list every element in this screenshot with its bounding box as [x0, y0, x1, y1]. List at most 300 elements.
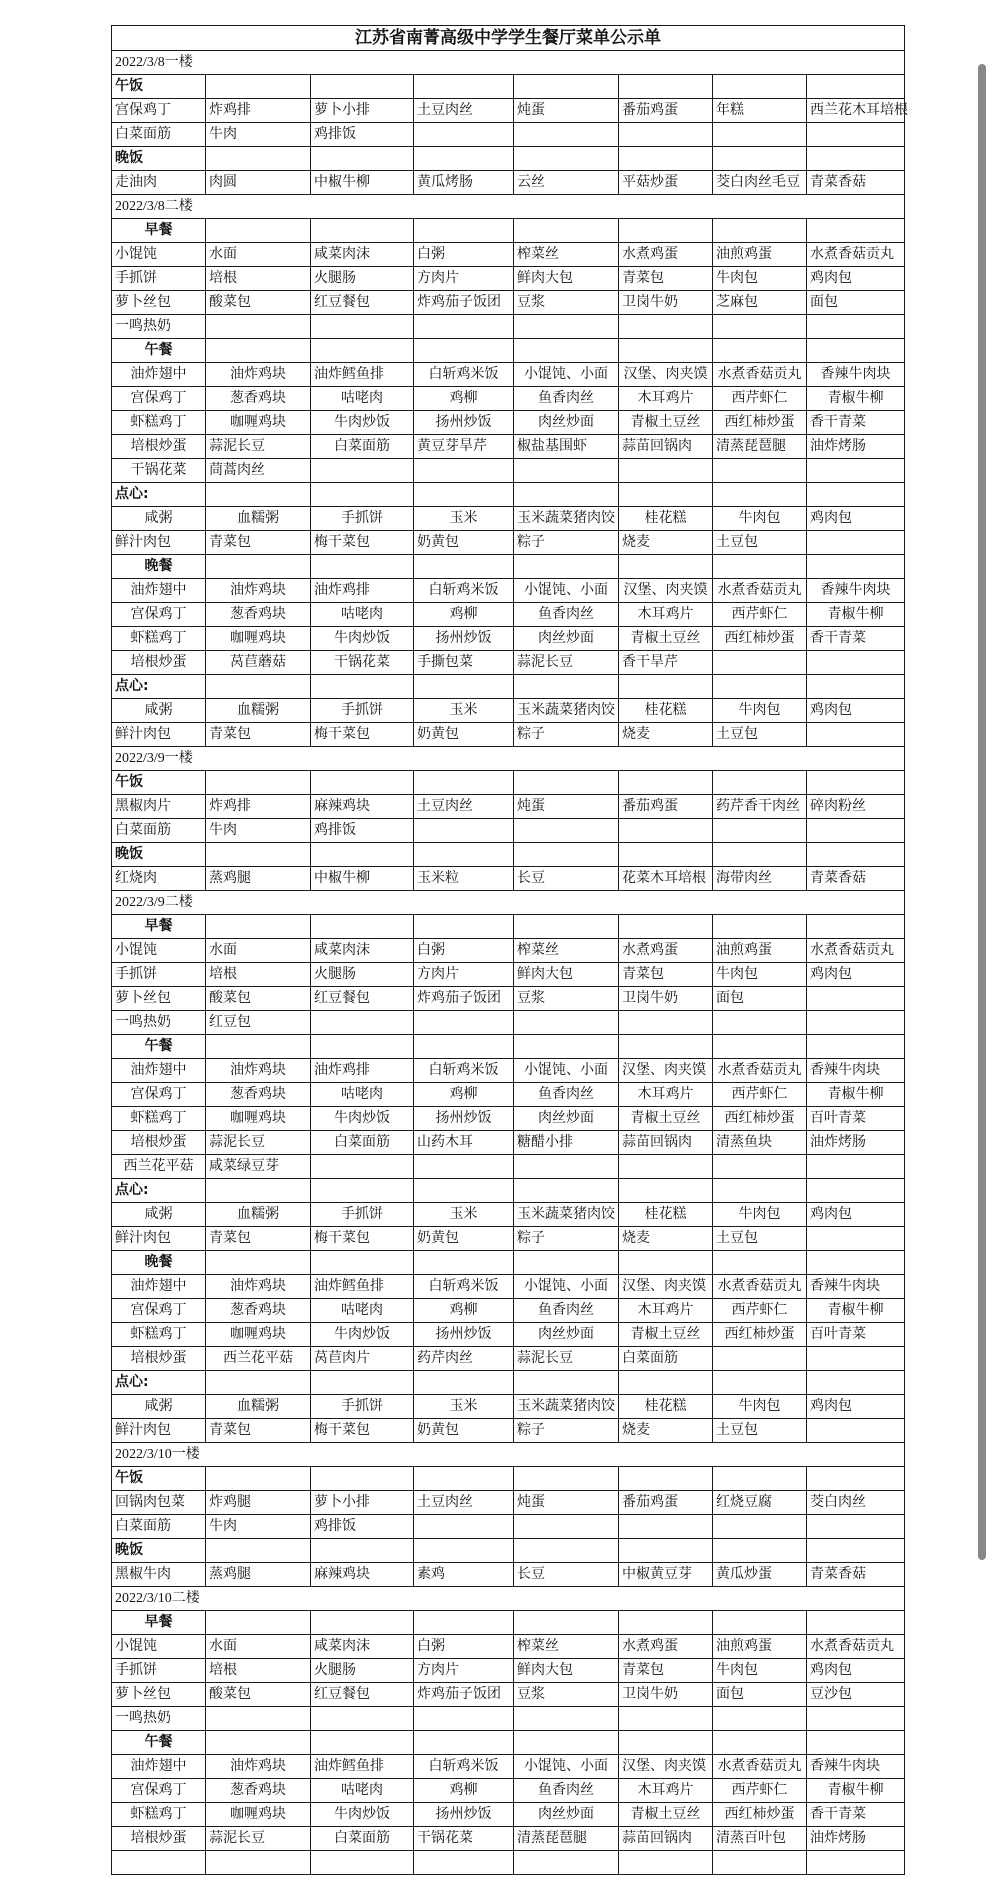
- menu-row: [112, 171, 905, 195]
- empty-cell: [311, 675, 414, 699]
- meal-label: 晚餐: [112, 555, 206, 579]
- meal-label: 早餐: [112, 1611, 206, 1635]
- dish-cell: 油炸鸡排: [311, 1059, 414, 1083]
- empty-cell: [514, 843, 619, 867]
- empty-cell: [206, 483, 311, 507]
- dish-cell: 香辣牛肉块: [807, 1275, 905, 1299]
- empty-cell: [311, 1467, 414, 1491]
- meal-header-row: [112, 1611, 905, 1635]
- dish-cell: 木耳鸡片: [619, 387, 713, 411]
- empty-cell: [206, 147, 311, 171]
- dish-cell: 西红柿炒蛋: [713, 1323, 807, 1347]
- dish-cell: 汉堡、肉夹馍: [619, 1275, 713, 1299]
- empty-cell: [514, 1251, 619, 1275]
- dish-cell: 玉米粒: [414, 867, 514, 891]
- dish-cell: 萝卜丝包: [112, 291, 206, 315]
- dish-cell: 鸡柳: [414, 387, 514, 411]
- meal-header-row: [112, 1731, 905, 1755]
- dish-cell: 手抓饼: [311, 1395, 414, 1419]
- dish-cell: 玉米: [414, 507, 514, 531]
- dish-cell: 油炸翅中: [112, 579, 206, 603]
- dish-cell: 油炸鸡块: [206, 1275, 311, 1299]
- dish-cell: [619, 1515, 713, 1539]
- dish-cell: [713, 1851, 807, 1875]
- dish-cell: 白粥: [414, 939, 514, 963]
- dish-cell: 玉米蔬菜猪肉饺: [514, 1203, 619, 1227]
- empty-cell: [514, 555, 619, 579]
- dish-cell: 清蒸鱼块: [713, 1131, 807, 1155]
- menu-row: [112, 507, 905, 531]
- dish-cell: 药芹香干肉丝: [713, 795, 807, 819]
- empty-cell: [414, 1539, 514, 1563]
- dish-cell: 红烧豆腐: [713, 1491, 807, 1515]
- dish-cell: 鲜汁肉包: [112, 1419, 206, 1443]
- dish-cell: 虾糕鸡丁: [112, 1323, 206, 1347]
- menu-row: [112, 1395, 905, 1419]
- dish-cell: 方肉片: [414, 1659, 514, 1683]
- empty-cell: [807, 75, 905, 99]
- empty-cell: [514, 483, 619, 507]
- dish-cell: 炸鸡排: [206, 99, 311, 123]
- dish-cell: 油炸翅中: [112, 1059, 206, 1083]
- dish-cell: 手抓饼: [311, 699, 414, 723]
- empty-cell: [807, 1539, 905, 1563]
- dish-cell: [807, 1155, 905, 1179]
- menu-row: [112, 819, 905, 843]
- dish-cell: 香干旱芹: [619, 651, 713, 675]
- section-date: 2022/3/10一楼: [112, 1443, 905, 1467]
- dish-cell: 咕咾肉: [311, 603, 414, 627]
- dish-cell: [514, 1851, 619, 1875]
- empty-cell: [713, 1251, 807, 1275]
- dish-cell: 烧麦: [619, 1227, 713, 1251]
- menu-row: [112, 1059, 905, 1083]
- dish-cell: 虾糕鸡丁: [112, 411, 206, 435]
- dish-cell: 面包: [807, 291, 905, 315]
- empty-cell: [619, 1467, 713, 1491]
- dish-cell: 咖喱鸡块: [206, 1803, 311, 1827]
- dish-cell: 小馄饨: [112, 243, 206, 267]
- dish-cell: 碎肉粉丝: [807, 795, 905, 819]
- menu-row: [112, 963, 905, 987]
- dish-cell: 奶黄包: [414, 531, 514, 555]
- dish-cell: 油炸鸡块: [206, 579, 311, 603]
- dish-cell: [807, 1011, 905, 1035]
- dish-cell: [807, 723, 905, 747]
- dish-cell: 手抓饼: [112, 963, 206, 987]
- dish-cell: 土豆包: [713, 1227, 807, 1251]
- dish-cell: 红豆餐包: [311, 987, 414, 1011]
- dish-cell: 水煮鸡蛋: [619, 243, 713, 267]
- dish-cell: 水面: [206, 1635, 311, 1659]
- dish-cell: 素鸡: [414, 1563, 514, 1587]
- dish-cell: 西芹虾仁: [713, 603, 807, 627]
- menu-row: [112, 1491, 905, 1515]
- dish-cell: 宫保鸡丁: [112, 1299, 206, 1323]
- empty-cell: [206, 1371, 311, 1395]
- dish-cell: [414, 1851, 514, 1875]
- dish-cell: 牛肉: [206, 819, 311, 843]
- dish-cell: 青菜包: [619, 267, 713, 291]
- menu-row: [112, 795, 905, 819]
- dish-cell: 年糕: [713, 99, 807, 123]
- dish-cell: 油炸烤肠: [807, 435, 905, 459]
- dish-cell: 牛肉: [206, 1515, 311, 1539]
- dish-cell: 蒸鸡腿: [206, 1563, 311, 1587]
- empty-cell: [311, 219, 414, 243]
- dish-cell: 榨菜丝: [514, 1635, 619, 1659]
- dish-cell: 咸粥: [112, 699, 206, 723]
- dish-cell: 小馄饨、小面: [514, 1755, 619, 1779]
- dish-cell: 蒜苗回锅肉: [619, 435, 713, 459]
- dish-cell: 水煮鸡蛋: [619, 1635, 713, 1659]
- meal-label: 晚饭: [112, 1539, 206, 1563]
- empty-cell: [414, 1731, 514, 1755]
- empty-cell: [206, 1035, 311, 1059]
- menu-row: [112, 1755, 905, 1779]
- menu-row: [112, 1323, 905, 1347]
- dish-cell: 粽子: [514, 1419, 619, 1443]
- empty-cell: [514, 75, 619, 99]
- dish-cell: 西兰花木耳培根: [807, 99, 905, 123]
- dish-cell: 烧麦: [619, 1419, 713, 1443]
- dish-cell: [414, 1707, 514, 1731]
- empty-cell: [619, 1731, 713, 1755]
- dish-cell: 宫保鸡丁: [112, 603, 206, 627]
- meal-label: 午餐: [112, 1035, 206, 1059]
- menu-row: [112, 1803, 905, 1827]
- dish-cell: 梅干菜包: [311, 1419, 414, 1443]
- empty-cell: [713, 219, 807, 243]
- empty-cell: [807, 915, 905, 939]
- empty-cell: [311, 771, 414, 795]
- dish-cell: 青椒牛柳: [807, 603, 905, 627]
- dish-cell: [807, 819, 905, 843]
- dish-cell: 葱香鸡块: [206, 387, 311, 411]
- dish-cell: 葱香鸡块: [206, 1779, 311, 1803]
- dish-cell: 咕咾肉: [311, 1083, 414, 1107]
- vertical-scrollbar[interactable]: [978, 64, 986, 1560]
- menu-row: [112, 1083, 905, 1107]
- dish-cell: [514, 1011, 619, 1035]
- dish-cell: 水面: [206, 939, 311, 963]
- dish-cell: 鱼香肉丝: [514, 603, 619, 627]
- dish-cell: 烧麦: [619, 723, 713, 747]
- dish-cell: [514, 123, 619, 147]
- dish-cell: 梅干菜包: [311, 723, 414, 747]
- empty-cell: [619, 843, 713, 867]
- empty-cell: [414, 915, 514, 939]
- dish-cell: 木耳鸡片: [619, 1779, 713, 1803]
- empty-cell: [311, 1371, 414, 1395]
- menu-row: [112, 1203, 905, 1227]
- dish-cell: 奶黄包: [414, 1227, 514, 1251]
- dish-cell: 木耳鸡片: [619, 1299, 713, 1323]
- meal-header-row: [112, 1467, 905, 1491]
- meal-label: 午餐: [112, 339, 206, 363]
- empty-cell: [807, 1035, 905, 1059]
- dish-cell: 水煮香菇贡丸: [713, 363, 807, 387]
- dish-cell: 炸鸡茄子饭团: [414, 291, 514, 315]
- menu-row: [112, 1275, 905, 1299]
- dish-cell: 小馄饨、小面: [514, 1059, 619, 1083]
- dish-cell: [807, 1707, 905, 1731]
- dish-cell: [713, 1155, 807, 1179]
- dish-cell: 培根炒蛋: [112, 651, 206, 675]
- meal-header-row: [112, 555, 905, 579]
- dish-cell: 油煎鸡蛋: [713, 1635, 807, 1659]
- section-date-row: [112, 1443, 905, 1467]
- menu-table: [111, 25, 908, 1875]
- dish-cell: 汉堡、肉夹馍: [619, 1755, 713, 1779]
- meal-header-row: [112, 915, 905, 939]
- meal-label: 点心:: [112, 1179, 206, 1203]
- dish-cell: 小馄饨、小面: [514, 1275, 619, 1299]
- empty-cell: [311, 843, 414, 867]
- empty-cell: [713, 147, 807, 171]
- dish-cell: 牛肉炒饭: [311, 411, 414, 435]
- dish-cell: 粽子: [514, 531, 619, 555]
- dish-cell: 土豆包: [713, 1419, 807, 1443]
- dish-cell: 蒜苗回锅肉: [619, 1827, 713, 1851]
- dish-cell: 粽子: [514, 723, 619, 747]
- dish-cell: [414, 123, 514, 147]
- dish-cell: 青椒土豆丝: [619, 1323, 713, 1347]
- dish-cell: 番茄鸡蛋: [619, 1491, 713, 1515]
- menu-row: [112, 603, 905, 627]
- dish-cell: [713, 1707, 807, 1731]
- dish-cell: 鸡柳: [414, 1083, 514, 1107]
- dish-cell: 玉米: [414, 1203, 514, 1227]
- dish-cell: 鸡排饭: [311, 123, 414, 147]
- empty-cell: [514, 147, 619, 171]
- dish-cell: 西兰花平菇: [206, 1347, 311, 1371]
- dish-cell: 血糯粥: [206, 699, 311, 723]
- dish-cell: 扬州炒饭: [414, 1803, 514, 1827]
- dish-cell: 油炸鸡块: [206, 363, 311, 387]
- dish-cell: 咸菜绿豆芽: [206, 1155, 311, 1179]
- dish-cell: 黄豆芽旱芹: [414, 435, 514, 459]
- dish-cell: 香干青菜: [807, 411, 905, 435]
- empty-cell: [414, 147, 514, 171]
- empty-cell: [206, 1539, 311, 1563]
- dish-cell: 小馄饨: [112, 939, 206, 963]
- empty-cell: [807, 675, 905, 699]
- dish-cell: 豆沙包: [807, 1683, 905, 1707]
- meal-label: 早餐: [112, 219, 206, 243]
- dish-cell: [619, 1851, 713, 1875]
- dish-cell: 培根炒蛋: [112, 1131, 206, 1155]
- dish-cell: 鸡肉包: [807, 1659, 905, 1683]
- dish-cell: 面包: [713, 987, 807, 1011]
- dish-cell: 水面: [206, 243, 311, 267]
- meal-header-row: [112, 1539, 905, 1563]
- dish-cell: 百叶青菜: [807, 1323, 905, 1347]
- menu-row: [112, 867, 905, 891]
- dish-cell: 油煎鸡蛋: [713, 243, 807, 267]
- dish-cell: 油炸翅中: [112, 363, 206, 387]
- dish-cell: 咕咾肉: [311, 387, 414, 411]
- dish-cell: 宫保鸡丁: [112, 1779, 206, 1803]
- empty-cell: [414, 1035, 514, 1059]
- dish-cell: 西兰花平菇: [112, 1155, 206, 1179]
- meal-label: 点心:: [112, 1371, 206, 1395]
- dish-cell: 西红柿炒蛋: [713, 1803, 807, 1827]
- section-date-row: [112, 891, 905, 915]
- dish-cell: 西红柿炒蛋: [713, 411, 807, 435]
- dish-cell: 鸡排饭: [311, 1515, 414, 1539]
- dish-cell: 手抓饼: [112, 267, 206, 291]
- dish-cell: [807, 459, 905, 483]
- dish-cell: 酸菜包: [206, 1683, 311, 1707]
- dish-cell: 青菜包: [619, 1659, 713, 1683]
- dish-cell: 玉米: [414, 699, 514, 723]
- dish-cell: 鸡排饭: [311, 819, 414, 843]
- dish-cell: 葱香鸡块: [206, 1083, 311, 1107]
- empty-cell: [807, 1179, 905, 1203]
- empty-cell: [414, 771, 514, 795]
- dish-cell: [713, 819, 807, 843]
- dish-cell: 血糯粥: [206, 507, 311, 531]
- dish-cell: 西芹虾仁: [713, 1299, 807, 1323]
- dish-cell: 鸡肉包: [807, 699, 905, 723]
- dish-cell: [807, 1227, 905, 1251]
- empty-cell: [713, 1539, 807, 1563]
- dish-cell: 油煎鸡蛋: [713, 939, 807, 963]
- dish-cell: 香辣牛肉块: [807, 363, 905, 387]
- menu-row: [112, 1011, 905, 1035]
- dish-cell: [807, 1515, 905, 1539]
- dish-cell: [619, 1011, 713, 1035]
- dish-cell: [807, 1419, 905, 1443]
- dish-cell: 白菜面筋: [311, 435, 414, 459]
- dish-cell: 青菜包: [206, 531, 311, 555]
- empty-cell: [206, 1467, 311, 1491]
- section-date: 2022/3/9一楼: [112, 747, 905, 771]
- dish-cell: 玉米: [414, 1395, 514, 1419]
- dish-cell: [311, 315, 414, 339]
- menu-row: [112, 1779, 905, 1803]
- dish-cell: [807, 315, 905, 339]
- meal-label: 午饭: [112, 1467, 206, 1491]
- dish-cell: 鸡肉包: [807, 267, 905, 291]
- dish-cell: 青椒土豆丝: [619, 1107, 713, 1131]
- meal-label: 点心:: [112, 675, 206, 699]
- dish-cell: 一鸣热奶: [112, 1011, 206, 1035]
- dish-cell: 手抓饼: [311, 1203, 414, 1227]
- dish-cell: 黑椒肉片: [112, 795, 206, 819]
- dish-cell: 咸粥: [112, 507, 206, 531]
- empty-cell: [311, 75, 414, 99]
- dish-cell: 萝卜小排: [311, 1491, 414, 1515]
- dish-cell: [713, 1011, 807, 1035]
- menu-row: [112, 1635, 905, 1659]
- dish-cell: 白粥: [414, 1635, 514, 1659]
- dish-cell: [414, 1515, 514, 1539]
- dish-cell: 长豆: [514, 867, 619, 891]
- dish-cell: [414, 1011, 514, 1035]
- empty-cell: [311, 1179, 414, 1203]
- dish-cell: 手撕包菜: [414, 651, 514, 675]
- empty-cell: [807, 1467, 905, 1491]
- dish-cell: 培根: [206, 267, 311, 291]
- dish-cell: 油炸烤肠: [807, 1131, 905, 1155]
- empty-cell: [311, 1035, 414, 1059]
- empty-cell: [619, 915, 713, 939]
- dish-cell: 扬州炒饭: [414, 1323, 514, 1347]
- dish-cell: 酸菜包: [206, 987, 311, 1011]
- empty-cell: [713, 1611, 807, 1635]
- empty-cell: [807, 1731, 905, 1755]
- dish-cell: 白斩鸡米饭: [414, 363, 514, 387]
- dish-cell: 牛肉炒饭: [311, 1803, 414, 1827]
- dish-cell: 牛肉包: [713, 507, 807, 531]
- empty-cell: [713, 75, 807, 99]
- empty-cell: [713, 843, 807, 867]
- section-date-row: [112, 1587, 905, 1611]
- dish-cell: 牛肉包: [713, 267, 807, 291]
- dish-cell: 香干青菜: [807, 627, 905, 651]
- dish-cell: 清蒸琵琶腿: [514, 1827, 619, 1851]
- empty-cell: [514, 339, 619, 363]
- dish-cell: 土豆肉丝: [414, 795, 514, 819]
- dish-cell: 麻辣鸡块: [311, 795, 414, 819]
- empty-cell: [206, 75, 311, 99]
- empty-cell: [206, 1731, 311, 1755]
- meal-header-row: [112, 1251, 905, 1275]
- dish-cell: 水煮香菇贡丸: [713, 1059, 807, 1083]
- dish-cell: 黑椒牛肉: [112, 1563, 206, 1587]
- dish-cell: 红豆包: [206, 1011, 311, 1035]
- dish-cell: [713, 1515, 807, 1539]
- empty-cell: [311, 555, 414, 579]
- empty-cell: [713, 555, 807, 579]
- dish-cell: 炸鸡腿: [206, 1491, 311, 1515]
- dish-cell: 白菜面筋: [311, 1131, 414, 1155]
- empty-cell: [311, 1539, 414, 1563]
- empty-cell: [206, 675, 311, 699]
- dish-cell: [206, 315, 311, 339]
- dish-cell: 白菜面筋: [619, 1347, 713, 1371]
- dish-cell: 萝卜丝包: [112, 987, 206, 1011]
- dish-cell: 白斩鸡米饭: [414, 1059, 514, 1083]
- dish-cell: 血糯粥: [206, 1203, 311, 1227]
- empty-cell: [619, 1251, 713, 1275]
- dish-cell: 走油肉: [112, 171, 206, 195]
- menu-row: [112, 1107, 905, 1131]
- empty-cell: [713, 339, 807, 363]
- dish-cell: 水煮香菇贡丸: [713, 1275, 807, 1299]
- dish-cell: 萝卜丝包: [112, 1683, 206, 1707]
- dish-cell: 扬州炒饭: [414, 627, 514, 651]
- dish-cell: 香辣牛肉块: [807, 1059, 905, 1083]
- dish-cell: 火腿肠: [311, 963, 414, 987]
- dish-cell: 扬州炒饭: [414, 411, 514, 435]
- dish-cell: [414, 315, 514, 339]
- menu-row: [112, 1827, 905, 1851]
- empty-cell: [807, 339, 905, 363]
- dish-cell: 麻辣鸡块: [311, 1563, 414, 1587]
- dish-cell: 梅干菜包: [311, 531, 414, 555]
- dish-cell: 豆浆: [514, 987, 619, 1011]
- dish-cell: 咕咾肉: [311, 1299, 414, 1323]
- dish-cell: 蒜泥长豆: [206, 1131, 311, 1155]
- dish-cell: [619, 1707, 713, 1731]
- dish-cell: 鲜肉大包: [514, 963, 619, 987]
- dish-cell: 蒜泥长豆: [514, 1347, 619, 1371]
- dish-cell: 香辣牛肉块: [807, 579, 905, 603]
- dish-cell: 鲜汁肉包: [112, 723, 206, 747]
